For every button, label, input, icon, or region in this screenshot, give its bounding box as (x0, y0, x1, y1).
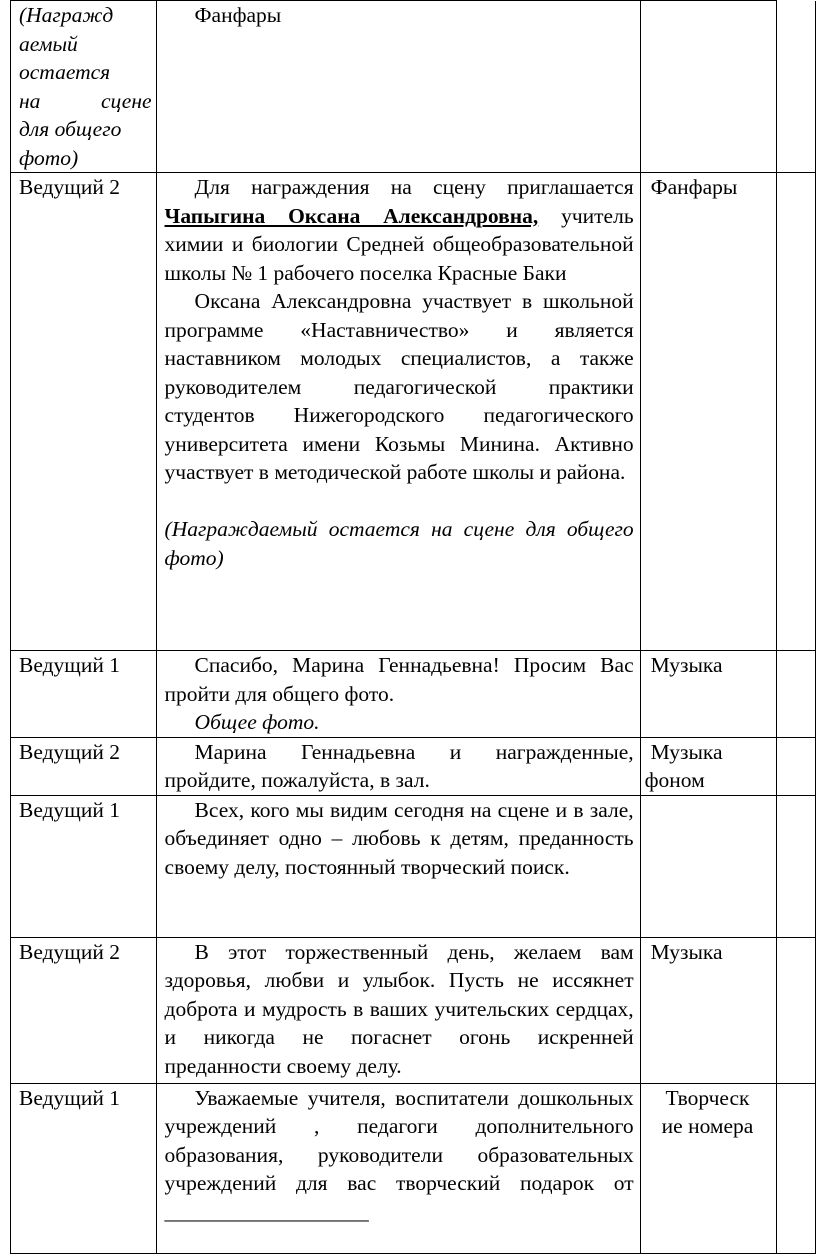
blank-line (165, 487, 634, 516)
note-cell (640, 795, 777, 937)
speaker-line: на сцене (19, 88, 152, 113)
speaker-cell: Ведущий 1 (11, 1083, 157, 1253)
text-paragraph (165, 173, 634, 287)
text-cell (156, 651, 640, 738)
text-cell (156, 1, 640, 173)
text-paragraph: Всех, кого мы видим сегодня на сцене и в зале, объединяет одно – любовь к детям, преданность своему делу, постоянный творческий поиск. (164, 797, 634, 879)
speaker-cell: Ведущий 2 (11, 173, 157, 651)
note-cell: Фанфары (640, 173, 777, 651)
extra-cell (777, 173, 816, 651)
note-line: Музыка (650, 739, 723, 764)
speaker-line: фото) (19, 145, 79, 170)
speaker-line: (Награжд (19, 3, 114, 27)
note-line: фоном (644, 768, 705, 792)
text-cell (156, 795, 640, 937)
speaker-line: аемый (19, 31, 78, 56)
speaker-cell (11, 1, 157, 173)
note-cell: Музыка (640, 937, 777, 1083)
note-cell (640, 1, 777, 173)
extra-cell (777, 1083, 816, 1253)
awardee-name: Чапыгина Оксана Александровна, (164, 203, 539, 228)
speaker-cell: Ведущий 2 (11, 737, 157, 795)
text-paragraph: Фанфары (194, 3, 282, 27)
speaker-line: для общего (19, 117, 122, 141)
table-row (11, 737, 816, 795)
extra-cell (777, 795, 816, 937)
text-paragraph: Оксана Александровна участвует в школьной программе «Наставничество» и является наставником молодых специалистов, а также руководителем педагогической практики студентов Нижегородского педагогического университета имени Козьмы Минина. Активно участвует в методической работе школы и района. (164, 289, 634, 484)
speaker-cell: Ведущий 1 (11, 795, 157, 937)
note-line: ие номера (661, 1114, 754, 1138)
text-paragraph: Спасибо, Марина Геннадьевна! Просим Вас пройти для общего фото. (164, 653, 634, 706)
text-cell (156, 737, 640, 795)
note-cell (640, 737, 777, 795)
text-cell (156, 937, 640, 1083)
speaker-cell: Ведущий 2 (11, 937, 157, 1083)
text-paragraph: Марина Геннадьевна и награжденные, пройдите, пожалуйста, в зал. (164, 739, 634, 792)
speaker-cell: Ведущий 1 (11, 651, 157, 738)
text-span: Для награждения на сцену приглашается (194, 175, 634, 199)
script-table (10, 0, 816, 1254)
table-row (11, 1083, 816, 1253)
text-cell (156, 173, 640, 651)
note-cell: Музыка (640, 651, 777, 738)
note-cell (640, 1083, 777, 1253)
extra-cell (777, 651, 816, 738)
table-row (11, 173, 816, 651)
table-row (11, 651, 816, 738)
extra-cell (777, 937, 816, 1083)
table-row (11, 937, 816, 1083)
table-row (11, 1, 816, 173)
text-span: учитель химии и биологии Средней общеобразовательной школы № 1 рабочего поселка Красные Баки (164, 203, 634, 285)
text-paragraph: Уважаемые учителя, воспитатели дошкольных учреждений , педагоги дополнительного образования, руководители образовательных учреждений для вас творческий подарок от ___________________ (164, 1085, 634, 1224)
text-cell (156, 1083, 640, 1253)
note-line: Творческ (665, 1085, 750, 1110)
stage-direction: (Награждаемый остается на сцене для общего фото) (164, 517, 634, 570)
extra-cell (777, 737, 816, 795)
stage-direction: Общее фото. (194, 710, 320, 734)
speaker-line: остается (19, 60, 111, 84)
extra-cell (777, 1, 816, 173)
text-paragraph: В этот торжественный день, желаем вам здоровья, любви и улыбок. Пусть не иссякнет доброта и мудрость в ваших учительских сердцах, и никогда не погаснет огонь искренней преданности своему делу. (164, 939, 634, 1078)
table-row (11, 795, 816, 937)
